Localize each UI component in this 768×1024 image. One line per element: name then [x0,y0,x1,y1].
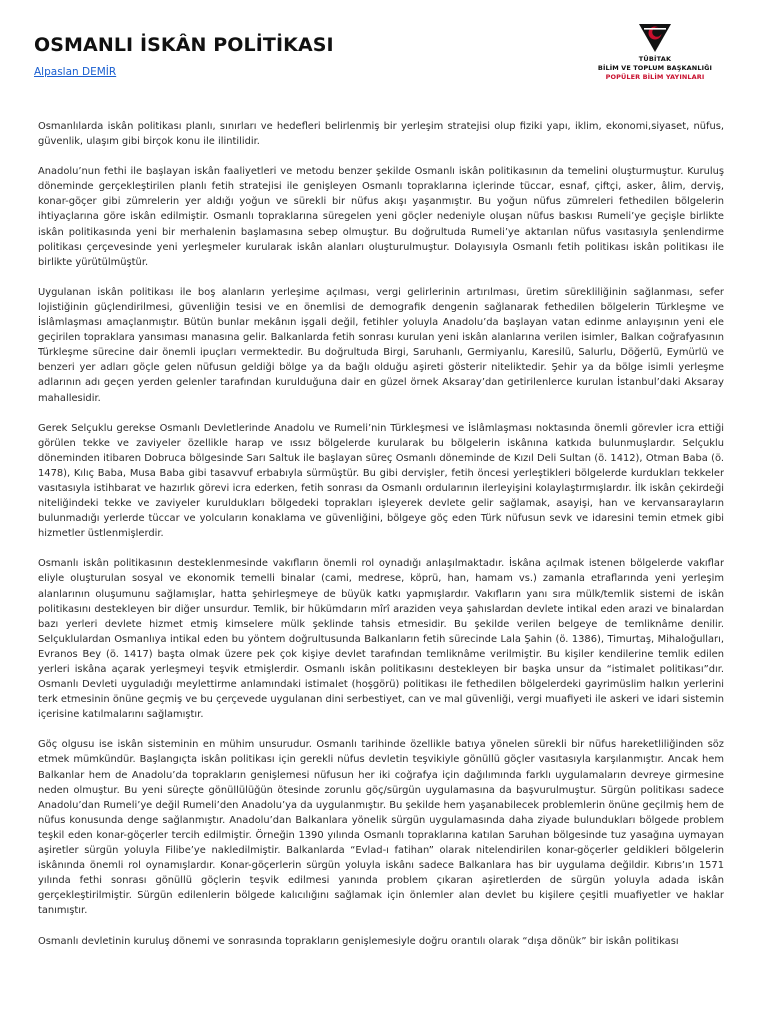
publisher-logo [588,22,722,94]
paragraph: Göç olgusu ise iskân sisteminin en mühim unsurudur. Osmanlı tarihinde özellikle batıya yönelen sürekli bir nüfus hareketliliğinden söz etmek mümkündür. Başlangıçta iskân politikası için gerekli nüfus devletin teşvikiyle gönüllü göçler vasıtasıyla karşılanmıştır. Ancak hem Balkanlar hem de Anadolu’da toprakların genişlemesi nüfusun her iki coğrafya için dağılımında farklı uygulamaların devreye girmesine neden olmuştur. Bu yeni süreçte gönüllülüğün ötesinde zorunlu göç/sürgün uygulamasına da başvurulmuştur. Sürgün politikası sadece Anadolu’dan Rumeli’ye değil Rumeli’den Anadolu’ya da uygulanmıştır. Bu şekilde hem yaşanabilecek problemlerin önüne geçilmiş hem de nüfus konusunda denge sağlanmıştır. Anadolu’dan Balkanlara yönelik sürgün uygulamasında daha ziyade bulundukları bölgede problem teşkil eden konar-göçerler tercih edilmiştir. Örneğin 1390 yılında Osmanlı topraklarına katılan Saruhan bölgesinde tuz yasağına uymayan aşiretler sürgün yoluyla Filibe’ye nakledilmiştir. Balkanlarda “Evlad-ı fatihan” olarak nitelendirilen konar-göçerler geldikleri bölgelerin iskânında önemli rol oynamışlardır. Konar-göçerlerin sürgün yoluyla iskânı sadece Balkanlara has bir uygulama değildir. Kıbrıs’ın 1571 yılında fethi sonrası gönüllü göçlerin teşvik edilmesi yanında problem çıkaran aşiretlerden de sürgün yoluyla adada iskân gerçekleştirilmiştir. Sürgün edilenlerin bölgede kalıcılığını sağlamak için önlemler alan devlet bu kişilere çeşitli muafiyetler ve haklar tanımıştır. [38,739,724,917]
logo-text-series: POPÜLER BİLİM YAYINLARI [605,73,705,81]
article-body [38,119,724,977]
author-link[interactable]: Alpaslan DEMİR [34,66,117,78]
page-title: OSMANLI İSKÂN POLİTİKASI [34,34,334,56]
paragraph: Anadolu’nun fethi ile başlayan iskân faaliyetleri ve metodu benzer şekilde Osmanlı iskân politikasının da temelini oluşturmuştur. Kuruluş döneminde gerçekleştirilen planlı fetih stratejisi ile genişleyen Osmanlı topraklarına içlerinde tüccar, esnaf, çiftçi, asker, âlim, derviş, konar-göçer gibi zümrelerin yer aldığı yoğun ve sürekli bir nüfus akışı yaşanmıştır. Bu yoğun nüfus zümreleri fethedilen bölgelerin ihtiyaçlarına göre iskân edilmiştir. Osmanlı topraklarına süregelen yeni göçler nedeniyle oluşan nüfus baskısı Rumeli’ye geçişle birlikte iskân politikasında yeni bir merhalenin başlamasına sebep olmuştur. Bu doğrultuda Rumeli’ye aktarılan nüfus vasıtasıyla şenlendirme politikası çerçevesinde yeni yerleşmeler kurularak iskân alanları oluşturulmuştur. Dolayısıyla Osmanlı fetih politikası iskân politikası ile birlikte yürütülmüştür. [38,166,724,268]
paragraph: Osmanlı devletinin kuruluş dönemi ve sonrasında toprakların genişlemesiyle doğru orantılı olarak “dışa dönük” bir iskân politikası [38,935,679,947]
paragraph: Osmanlılarda iskân politikası planlı, sınırları ve hedefleri belirlenmiş bir yerleşim stratejisi olup fiziki yapı, iklim, ekonomi,siyaset, nüfus, güvenlik, ulaşım gibi birçok konu ile ilintilidir. [38,121,724,148]
paragraph: Uygulanan iskân politikası ile boş alanların yerleşime açılması, vergi gelirlerinin artırılması, üretim sürekliliğinin sağlanması, sefer lojistiğinin güçlendirilmesi, güvenliğin tesisi ve en önemlisi de demografik dengenin sağlanarak fethedilen bölgelerin Türkleşme ve İslâmlaşması amaçlanmıştır. Bütün bunlar mekânın işgali değil, fetihler yoluyla Anadolu’da başlayan vatan edinme anlayışının yeni ele geçirilen topraklara yansıması manasına gelir. Balkanlarda fetih sonrası kurulan yeni iskân alanlarına verilen isimler, Balkan coğrafyasının Türkleşme sürecine dair önemli ipuçları vermektedir. Bu doğrultuda Birgi, Saruhanlı, Germiyanlu, Karesilü, Salurlu, Döğerlü, Eymürlü ve benzeri yer adları göçle gelen nüfusun geldiği bölge ya da bağlı olduğu aşireti gösterir niteliktedir. Şehir ya da bölge isimli yerleşme adlarının adı geçen yerden gelenler tarafından kurulduğuna dair en güzel örnek Aksaray’dan getirilenlerce kurulan İstanbul’daki Aksaray mahallesidir. [38,286,724,404]
paragraph: Gerek Selçuklu gerekse Osmanlı Devletlerinde Anadolu ve Rumeli’nin Türkleşmesi ve İslâmlaşması noktasında önemli görevler icra ettiği görülen tekke ve zaviyeler özellikle harap ve ıssız bölgelerde kurularak bu bölgelerin iskânına katkıda bulunmuşlardır. Selçuklu döneminden itibaren Dobruca bölgesinde Sarı Saltuk ile başlayan süreç Osmanlı döneminde de Kızıl Deli Sultan (ö. 1412), Otman Baba (ö. 1478), Kılıç Baba, Musa Baba gibi tasavvuf erbabıyla sürmüştür. Bu gibi dervişler, fetih öncesi yerleştikleri bölgelerde kurdukları tekkeler vasıtasıyla istihbarat ve hazırlık görevi icra ederken, fetih sonrası da Osmanlı ordularının ilerleyişini kolaylaştırmışlardır. İlk iskân çekirdeği niteliğindeki tekke ve zaviyeler kuruldukları bölgedeki toprakları işleyerek devlete gelir sağlamak, asayişi, han ve kervansarayların bulunmadığı yerlerde tüccar ve yolcuların konaklama ve güvenliğini, bölgeye göç eden Türk nüfusun sevk ve idaresini temin etmek gibi hizmetler üstlenmişlerdir. [38,422,724,540]
paragraph: Osmanlı iskân politikasının desteklenmesinde vakıfların önemli rol oynadığı anlaşılmaktadır. İskâna açılmak istenen bölgelerde vakıflar eliyle oluşturulan sosyal ve ekonomik temelli binalar (cami, medrese, köprü, han, hamam vs.) zamanla etraflarında yeni yerleşim alanlarının oluşumunu sağlamışlar, hatta şehirleşmeye de büyük katkı yapmışlardır. Vakıfların yanı sıra mülk/temlik sistemi de iskân politikasını destekleyen bir diğer unsurdur. Temlik, bir hükümdarın mîrî araziden veya şahıslardan devlete intikal eden arazi ve binalardan bazı yerleri devlete hizmet etmiş kimselere mülk şeklinde tahsis etmesidir. Bu şekilde verilen belgeye de temliknâme denilir. Selçuklulardan Osmanlıya intikal eden bu yöntem doğrultusunda Balkanların fetih sürecinde Lala Şahin (ö. 1386), Timurtaş, Mihaloğulları, Evranos Bey (ö. 1417) başta olmak üzere pek çok kişiye devlet tarafından temliknâme verilmiştir. Bu kişiler kendilerine temlik edilen yerleri iskâna açarak yerleşmeyi teşvik etmişlerdir. Osmanlı iskân politikasını destekleyen bir başka unsur da “istimalet politikası”dır. Osmanlı Devleti uyguladığı meylettirme anlamındaki istimalet (hoşgörü) politikası ile fethedilen bölgelerdeki gayrimüslim halkın yerlerini terk etmesinin önüne geçmiş ve bu çerçevede uygulanan dini serbestiyet, can ve mal güvenliği, vergi muafiyeti ile askeri ve idari sistemin içerisine katılmalarını sağlamıştır. [38,558,724,721]
tubitak-logo-icon [635,22,675,54]
logo-text-tubitak: TÜBİTAK [638,55,672,63]
logo-text-department: BİLİM VE TOPLUM BAŞKANLIĞI [597,64,713,72]
